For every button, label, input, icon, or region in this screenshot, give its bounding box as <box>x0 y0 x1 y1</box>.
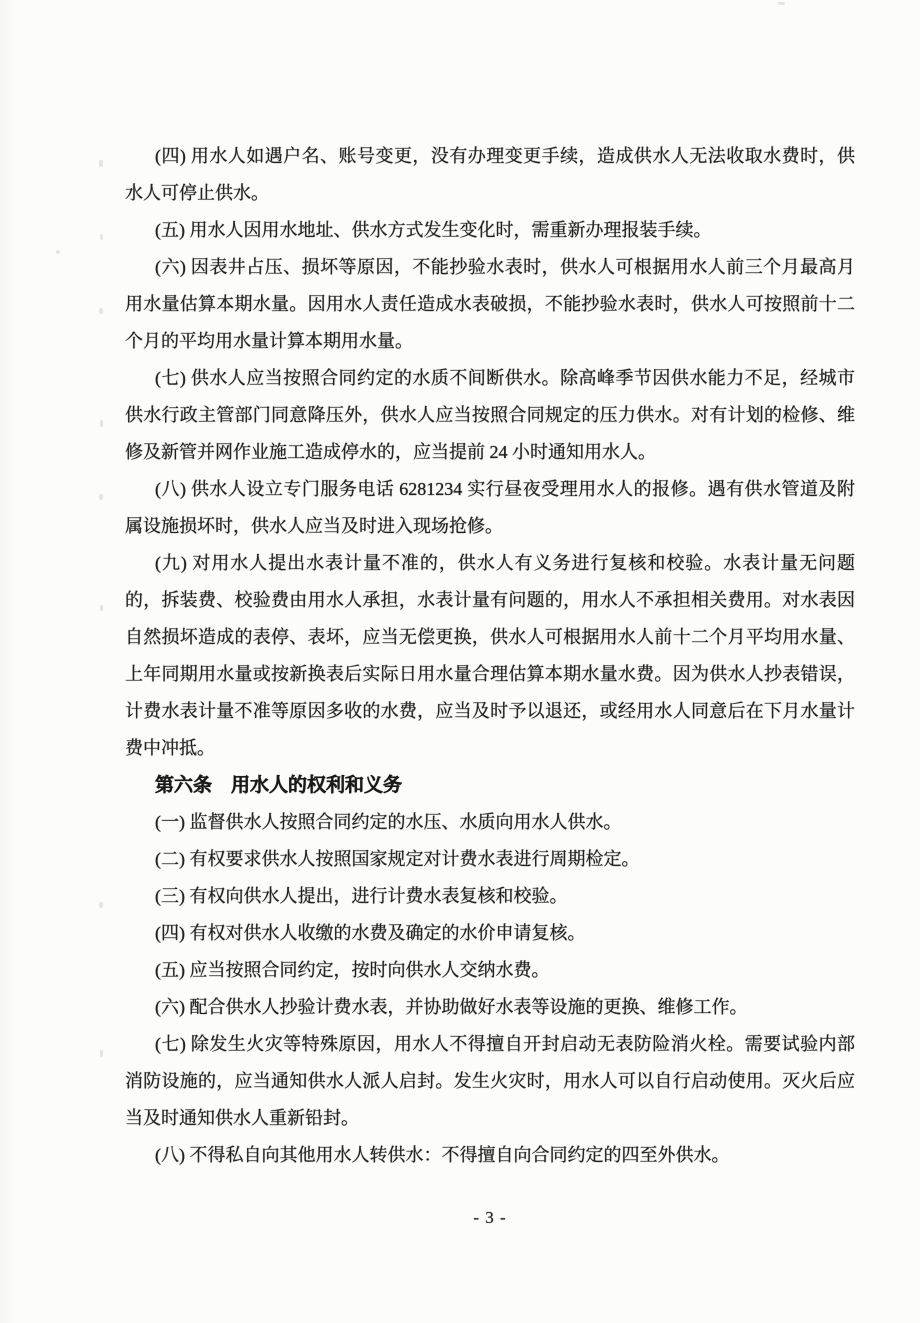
paragraph <box>125 249 855 360</box>
text-line: 自然损坏造成的表停、表坏，应当无偿更换，供水人可根据用水人前十二个月平均用水量、 <box>125 627 855 647</box>
text-line: 修及新管并网作业施工造成停水的，应当提前 24 小时通知用水人。 <box>125 442 656 462</box>
paragraph <box>125 841 855 878</box>
scan-artifact <box>100 234 103 240</box>
text-line: 属设施损坏时，供水人应当及时进入现场抢修。 <box>125 516 503 536</box>
paragraph <box>125 1026 855 1137</box>
text-line: (四) 有权对供水人收缴的水费及确定的水价申请复核。 <box>155 923 586 943</box>
text-line: 的，拆装费、校验费由用水人承担，水表计量有问题的，用水人不承担相关费用。对水表因 <box>125 590 855 610</box>
text-line: 消防设施的，应当通知供水人派人启封。发生火灾时，用水人可以自行启动使用。灭火后应 <box>125 1071 855 1091</box>
text-line: 水人可停止供水。 <box>125 183 269 203</box>
text-line: (八) 不得私自向其他用水人转供水：不得擅自向合同约定的四至外供水。 <box>155 1145 730 1165</box>
paragraph <box>125 952 855 989</box>
scan-artifact <box>100 605 103 611</box>
paragraph <box>125 212 855 249</box>
text-line: (一) 监督供水人按照合同约定的水压、水质向用水人供水。 <box>155 812 622 832</box>
text-line: 上年同期用水量或按新换表后实际日用水量合理估算本期水量水费。因为供水人抄表错误， <box>125 664 855 684</box>
scan-artifact <box>100 420 103 427</box>
paragraph <box>125 360 855 471</box>
scan-artifact <box>99 494 103 500</box>
text-line: (八) 供水人设立专门服务电话 6281234 实行昼夜受理用水人的报修。遇有供水管道及附 <box>155 479 855 499</box>
text-line: (六) 因表井占压、损坏等原因，不能抄验水表时，供水人可根据用水人前三个月最高月 <box>155 257 855 277</box>
paragraph <box>125 915 855 952</box>
text-line: (五) 用水人因用水地址、供水方式发生变化时，需重新办理报装手续。 <box>155 220 712 240</box>
text-line: (九) 对用水人提出水表计量不准的，供水人有义务进行复核和校验。水表计量无问题 <box>155 553 855 573</box>
paragraph <box>125 545 855 767</box>
paragraph <box>125 1137 855 1174</box>
scan-artifact <box>99 308 103 314</box>
scan-artifact <box>778 2 785 5</box>
scan-artifact <box>56 250 60 254</box>
text-line: (七) 供水人应当按照合同约定的水质不间断供水。除高峰季节因供水能力不足，经城市 <box>155 368 855 388</box>
text-line: (六) 配合供水人抄验计费水表，并协助做好水表等设施的更换、维修工作。 <box>155 997 748 1017</box>
text-line: (五) 应当按照合同约定，按时向供水人交纳水费。 <box>155 960 550 980</box>
scan-artifact <box>99 160 103 167</box>
text-line: (三) 有权向供水人提出，进行计费水表复核和校验。 <box>155 886 568 906</box>
text-line: 费中冲抵。 <box>125 738 215 758</box>
page-number: - 3 - <box>473 1208 507 1227</box>
scan-artifact <box>99 902 103 908</box>
text-line: 当及时通知供水人重新铅封。 <box>125 1108 359 1128</box>
scan-artifact <box>100 1050 103 1057</box>
text-line: 第六条 用水人的权利和义务 <box>155 775 403 796</box>
text-line: (四) 用水人如遇户名、账号变更，没有办理变更手续，造成供水人无法收取水费时，供 <box>155 146 855 166</box>
text-line: 用水量估算本期水量。因用水人责任造成水表破损，不能抄验水表时，供水人可按照前十二 <box>125 294 855 314</box>
section-heading <box>125 767 855 804</box>
paragraph <box>125 138 855 212</box>
text-line: (二) 有权要求供水人按照国家规定对计费水表进行周期检定。 <box>155 849 640 869</box>
paragraph <box>125 878 855 915</box>
document-body <box>125 138 855 1174</box>
paragraph <box>125 989 855 1026</box>
text-line: (七) 除发生火灾等特殊原因，用水人不得擅自开封启动无表防险消火栓。需要试验内部 <box>155 1034 855 1054</box>
paragraph <box>125 471 855 545</box>
text-line: 计费水表计量不准等原因多收的水费，应当及时予以退还，或经用水人同意后在下月水量计 <box>125 701 855 721</box>
text-line: 供水行政主管部门同意降压外，供水人应当按照合同规定的压力供水。对有计划的检修、维 <box>125 405 855 425</box>
paragraph <box>125 804 855 841</box>
text-line: 个月的平均用水量计算本期用水量。 <box>125 331 413 351</box>
